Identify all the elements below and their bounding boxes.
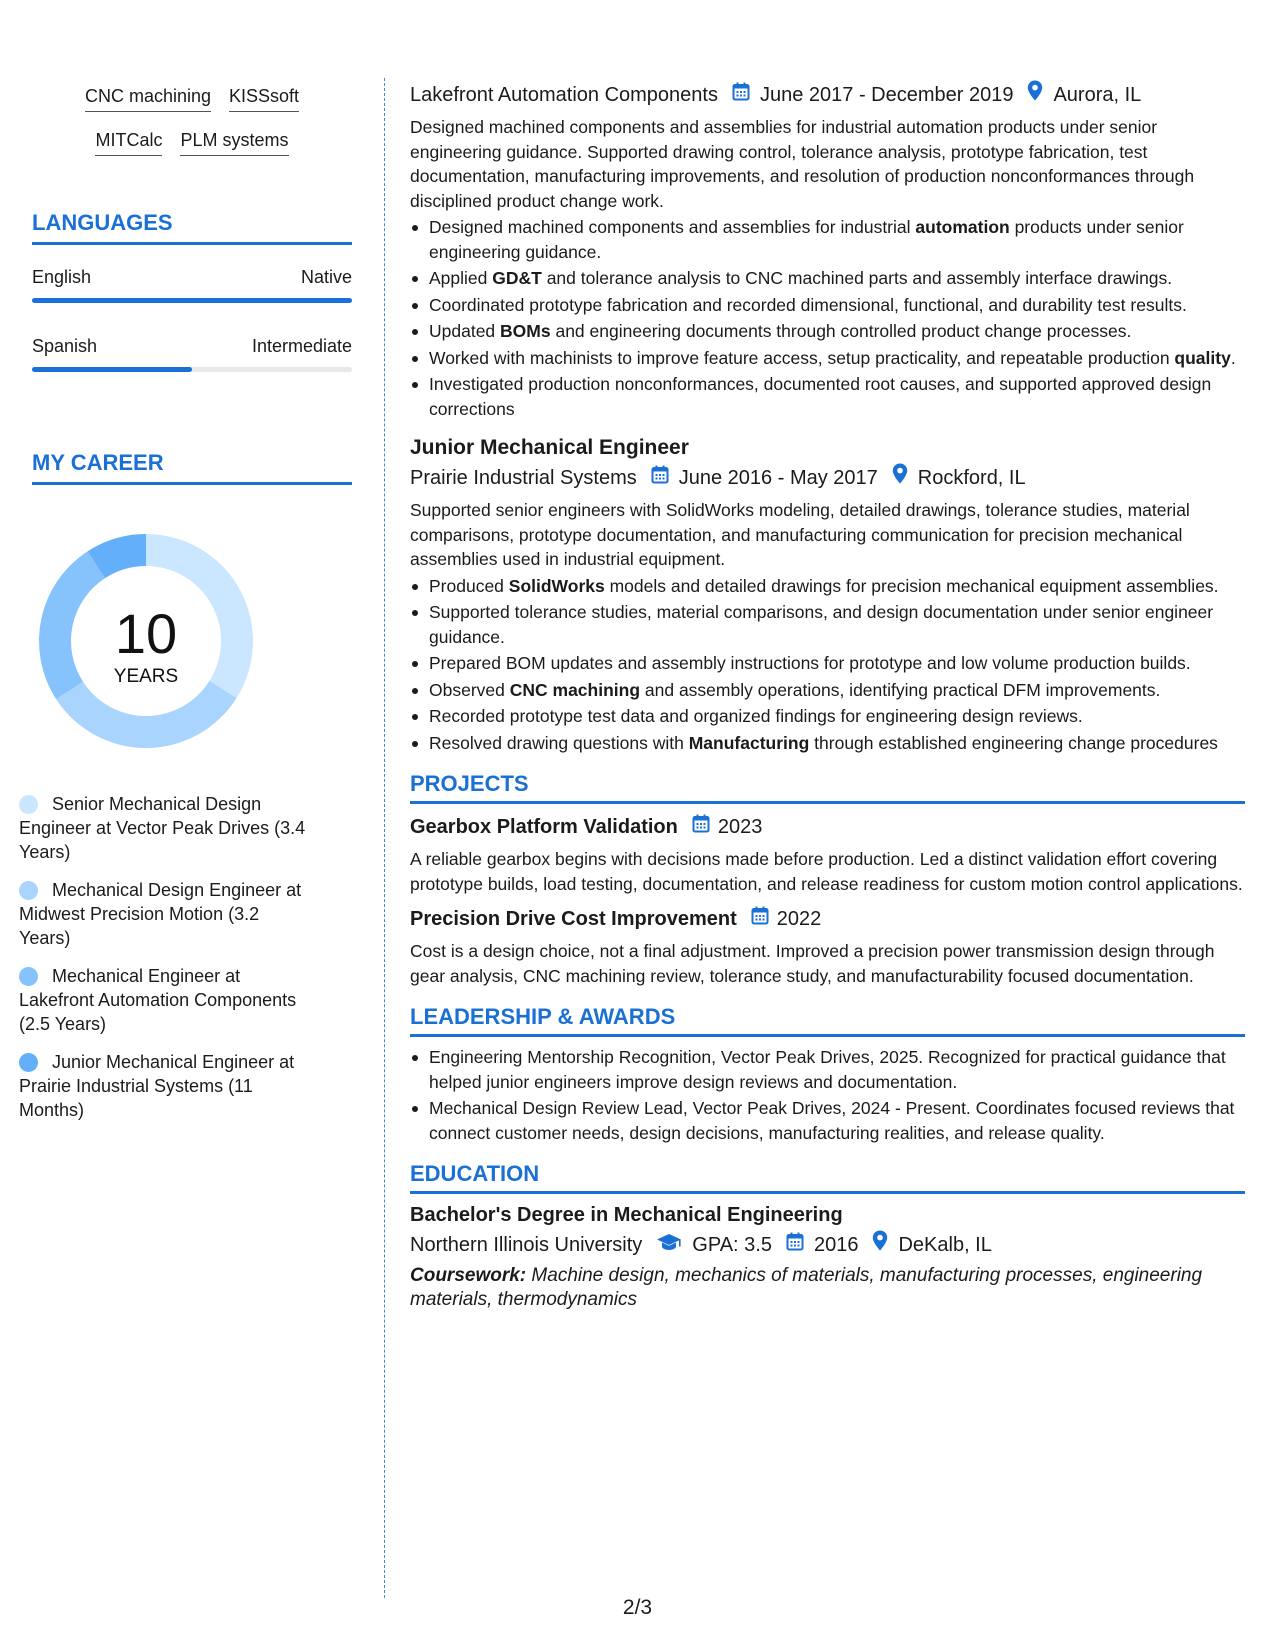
project-entry	[410, 904, 1245, 988]
language-name: English	[32, 267, 92, 287]
projects-section	[410, 771, 1245, 988]
language-level: Intermediate	[251, 336, 352, 356]
legend-dot	[19, 1053, 38, 1072]
graduation-cap-icon	[656, 1230, 682, 1260]
education-section	[410, 1161, 1245, 1312]
job-bullet: Resolved drawing questions with Manufacturing through established engineering change procedures	[410, 731, 1245, 756]
donut-segment	[56, 681, 236, 748]
job-bullet: Observed CNC machining and assembly operations, identifying practical DFM improvements.	[410, 678, 1245, 703]
job-summary: Supported senior engineers with SolidWorks modeling, detailed drawings, tolerance studies, material comparisons, prototype documentation, and manufacturing communication for precision mechanical assemblies used in industrial equipment.	[410, 500, 1190, 569]
job-entry	[410, 433, 1245, 755]
awards-title: LEADERSHIP & AWARDS	[410, 1004, 676, 1029]
language-item	[32, 267, 352, 303]
projects-title: PROJECTS	[410, 771, 529, 796]
job-bullet: Recorded prototype test data and organized findings for engineering design reviews.	[410, 704, 1245, 729]
coursework	[410, 1264, 1245, 1312]
job-location: Aurora, IL	[1053, 84, 1142, 106]
coursework-text: Machine design, mechanics of materials, manufacturing processes, engineering materials, thermodynamics	[410, 1265, 1203, 1310]
job-bullet: Applied GD&T and tolerance analysis to CNC machined parts and assembly interface drawings.	[410, 266, 1245, 291]
section-rule	[32, 242, 352, 245]
skills-row	[32, 86, 352, 112]
map-pin-icon	[892, 463, 908, 493]
project-name: Precision Drive Cost Improvement	[410, 908, 737, 930]
legend-label: Mechanical Engineer at Lakefront Automation Components (2.5 Years)	[19, 966, 297, 1034]
language-bar-fill	[32, 298, 352, 303]
career-total-label: YEARS	[113, 666, 179, 687]
career-total-years: 10	[114, 602, 178, 665]
job-dates: June 2016 - May 2017	[678, 467, 878, 489]
education-title: EDUCATION	[410, 1161, 540, 1186]
award-item: Mechanical Design Review Lead, Vector Peak Drives, 2024 - Present. Coordinates focused reviews that connect customer needs, design decisions, manufacturing realities, and release quality.	[410, 1096, 1245, 1145]
calendar-icon	[651, 463, 669, 493]
skill-tag: CNC machining	[85, 86, 211, 112]
page-number: 2/3	[622, 1596, 653, 1619]
education-meta	[410, 1230, 1245, 1260]
map-pin-icon	[872, 1230, 888, 1260]
calendar-icon	[751, 904, 769, 934]
award-item: Engineering Mentorship Recognition, Vector Peak Drives, 2025. Recognized for practical guidance that helped junior engineers improve design reviews and documentation.	[410, 1045, 1245, 1094]
legend-dot	[19, 967, 38, 986]
legend-label: Junior Mechanical Engineer at Prairie Industrial Systems (11 Months)	[19, 1052, 295, 1120]
section-rule	[410, 801, 1245, 804]
job-bullet: Coordinated prototype fabrication and recorded dimensional, functional, and durability test results.	[410, 293, 1245, 318]
job-entry	[410, 80, 1245, 421]
project-header	[410, 904, 1245, 934]
language-name: Spanish	[32, 336, 98, 356]
career-legend-item	[19, 964, 309, 1036]
project-name: Gearbox Platform Validation	[410, 816, 678, 838]
language-bar-fill	[32, 367, 192, 372]
job-bullets	[410, 215, 1245, 421]
job-bullet: Prepared BOM updates and assembly instructions for prototype and low volume production builds.	[410, 651, 1245, 676]
calendar-icon	[692, 812, 710, 842]
job-company: Prairie Industrial Systems	[410, 467, 637, 489]
job-bullet: Investigated production nonconformances, documented root causes, and supported approved design corrections	[410, 372, 1245, 421]
job-bullet: Designed machined components and assemblies for industrial automation products under senior engineering guidance.	[410, 215, 1245, 264]
language-level: Native	[300, 267, 352, 287]
career-legend-item	[19, 792, 309, 864]
project-description: A reliable gearbox begins with decisions made before production. Led a distinct validation effort covering prototype builds, load testing, documentation, and release readiness for custom motion control applications.	[410, 849, 1243, 894]
career-donut	[34, 529, 258, 753]
section-rule	[32, 482, 352, 485]
career-legend-item	[19, 878, 309, 950]
awards-section	[410, 1004, 1245, 1145]
education-year: 2016	[813, 1234, 859, 1256]
section-rule	[410, 1034, 1245, 1037]
project-header	[410, 812, 1245, 842]
job-bullet: Worked with machinists to improve feature access, setup practicality, and repeatable production quality.	[410, 346, 1245, 371]
legend-label: Senior Mechanical Design Engineer at Vector Peak Drives (3.4 Years)	[19, 794, 306, 862]
project-year: 2022	[776, 908, 822, 930]
coursework-label: Coursework:	[410, 1265, 527, 1286]
skill-tag: KISSsoft	[229, 86, 299, 112]
skill-tag: MITCalc	[95, 130, 162, 156]
awards-list	[410, 1045, 1245, 1145]
education-gpa: GPA: 3.5	[692, 1234, 772, 1256]
job-company: Lakefront Automation Components	[410, 84, 718, 106]
language-item	[32, 336, 352, 372]
job-location: Rockford, IL	[917, 467, 1026, 489]
job-meta	[410, 463, 1245, 493]
job-summary: Designed machined components and assemblies for industrial automation products under senior engineering guidance. Supported drawing control, tolerance analysis, prototype fabrication, test documentation, manufacturing improvements, and resolution of production nonconformances through disciplined product change work.	[410, 117, 1195, 211]
right-column	[410, 80, 1245, 1312]
job-bullet: Produced SolidWorks models and detailed drawings for precision mechanical equipment assemblies.	[410, 574, 1245, 599]
job-bullet: Updated BOMs and engineering documents through controlled product change processes.	[410, 319, 1245, 344]
job-bullet: Supported tolerance studies, material comparisons, and design documentation under senior engineer guidance.	[410, 600, 1245, 649]
language-bar	[32, 367, 352, 372]
career-legend	[19, 792, 309, 1136]
legend-dot	[19, 795, 38, 814]
calendar-icon	[786, 1230, 804, 1260]
language-bar	[32, 298, 352, 303]
project-description: Cost is a design choice, not a final adjustment. Improved a precision power transmission design through gear analysis, CNC machining review, tolerance study, and manufacturability focused documentation.	[410, 941, 1215, 986]
skills-row	[32, 130, 352, 156]
job-title: Junior Mechanical Engineer	[410, 436, 689, 459]
education-location: DeKalb, IL	[898, 1234, 992, 1256]
project-year: 2023	[717, 816, 763, 838]
job-meta	[410, 80, 1245, 110]
career-title: MY CAREER	[32, 450, 164, 475]
calendar-icon	[732, 80, 750, 110]
column-divider	[384, 78, 385, 1598]
languages-title: LANGUAGES	[32, 210, 173, 235]
section-rule	[410, 1191, 1245, 1194]
skill-tag: PLM systems	[180, 130, 288, 156]
career-section	[32, 450, 352, 485]
legend-label: Mechanical Design Engineer at Midwest Precision Motion (3.2 Years)	[19, 880, 302, 948]
job-bullets	[410, 574, 1245, 756]
project-entry	[410, 812, 1245, 896]
career-legend-item	[19, 1050, 309, 1122]
map-pin-icon	[1027, 80, 1043, 110]
degree-title: Bachelor's Degree in Mechanical Engineering	[410, 1204, 843, 1226]
languages-section	[32, 210, 352, 372]
legend-dot	[19, 881, 38, 900]
job-dates: June 2017 - December 2019	[759, 84, 1014, 106]
school-name: Northern Illinois University	[410, 1234, 643, 1256]
skills-list	[32, 86, 352, 174]
